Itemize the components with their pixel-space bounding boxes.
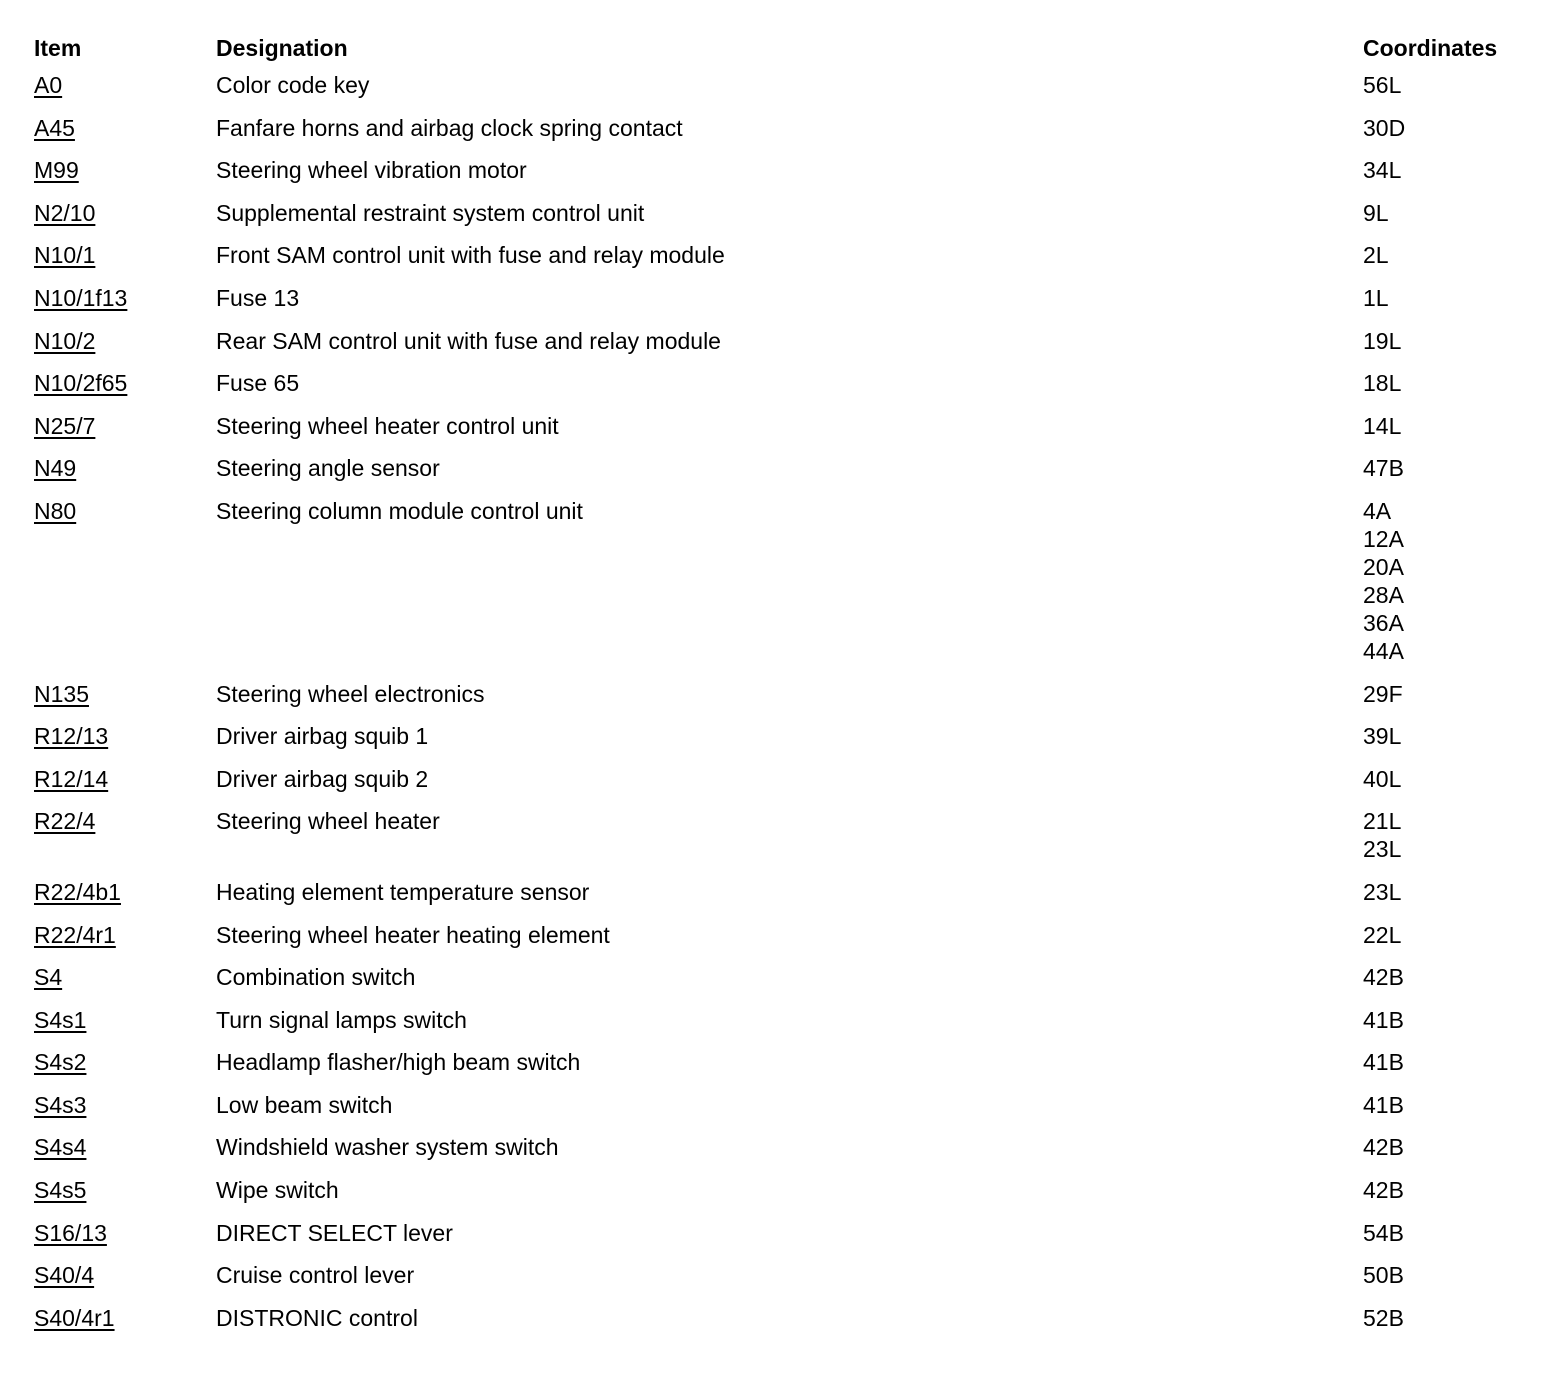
coordinates-cell [1363,963,1544,991]
item-link[interactable]: R22/4 [34,808,96,835]
designation-cell: Wipe switch [216,1177,339,1204]
coordinates-cell [1363,807,1544,863]
coordinate-value: 20A [1363,553,1404,580]
designation-cell: Heating element temperature sensor [216,878,590,905]
item-cell [34,284,216,312]
table-row [34,1006,1544,1034]
coordinate-value: 30D [1363,114,1406,141]
designation-cell: Fuse 65 [216,370,300,397]
table-row [34,497,1544,665]
coordinate-value: 23L [1363,878,1402,905]
item-cell [34,807,216,835]
table-row [34,241,1544,269]
table-row [34,963,1544,991]
coordinates-cell [1363,71,1544,99]
coordinates-cell [1363,878,1544,906]
item-cell [34,1176,216,1204]
table-row [34,454,1544,482]
coordinates-cell [1363,1091,1544,1119]
header-designation: Designation [216,35,348,61]
coordinate-value: 42B [1363,1134,1404,1161]
item-link[interactable]: S4s4 [34,1134,87,1161]
coordinates-cell [1363,497,1544,665]
coordinate-value: 21L [1363,808,1402,835]
designation-cell: Steering wheel heater heating element [216,921,610,948]
designation-cell: Color code key [216,72,370,98]
coordinates-cell [1363,199,1544,227]
table-row [34,199,1544,227]
coordinates-cell [1363,1133,1544,1161]
designation-cell: Steering wheel electronics [216,680,485,707]
designation-cell: Low beam switch [216,1091,393,1118]
table-row [34,412,1544,440]
designation-cell: Steering column module control unit [216,497,583,524]
table-body [34,71,1544,1332]
item-cell [34,1091,216,1119]
coordinate-value: 4A [1363,497,1392,524]
table-row [34,114,1544,142]
item-link[interactable]: S16/13 [34,1219,107,1246]
table-header [34,29,1544,71]
item-link[interactable]: M99 [34,157,79,184]
table-row [34,1176,1544,1204]
designation-cell: DISTRONIC control [216,1304,418,1331]
designation-cell: Steering wheel vibration motor [216,157,527,184]
coordinates-cell [1363,156,1544,184]
item-link[interactable]: N135 [34,680,89,707]
header-item: Item [34,35,82,61]
item-cell [34,1006,216,1034]
item-link[interactable]: N80 [34,497,77,524]
designation-cell: Combination switch [216,964,416,991]
table-row [34,1133,1544,1161]
coordinates-cell [1363,765,1544,793]
designation-cell: Headlamp flasher/high beam switch [216,1049,581,1076]
designation-cell: Supplemental restraint system control unit [216,199,645,226]
coordinates-cell [1363,680,1544,708]
item-link[interactable]: N10/1f13 [34,284,128,311]
item-link[interactable]: S4s2 [34,1049,87,1076]
item-link[interactable]: S40/4r1 [34,1304,115,1331]
item-cell [34,1133,216,1161]
item-cell [34,1219,216,1247]
item-link[interactable]: N10/2f65 [34,370,128,397]
table-row [34,284,1544,312]
coordinate-value: 36A [1363,609,1404,636]
coordinate-value: 18L [1363,370,1402,397]
item-link[interactable]: S4s5 [34,1177,87,1204]
coordinate-value: 41B [1363,1049,1404,1076]
designation-cell: Windshield washer system switch [216,1134,559,1161]
coordinates-cell [1363,1304,1544,1332]
item-cell [34,114,216,142]
coordinates-cell [1363,412,1544,440]
item-cell [34,878,216,906]
coordinate-value: 29F [1363,680,1403,707]
item-link[interactable]: N10/1 [34,242,96,269]
table-row [34,807,1544,863]
coordinate-value: 19L [1363,327,1402,354]
table-row [34,1048,1544,1076]
item-link[interactable]: R12/13 [34,723,109,750]
item-link[interactable]: R22/4b1 [34,878,121,905]
coordinates-cell [1363,454,1544,482]
coordinates-cell [1363,114,1544,142]
table-row [34,878,1544,906]
coordinates-cell [1363,241,1544,269]
item-link[interactable]: S4s1 [34,1006,87,1033]
item-cell [34,369,216,397]
item-link[interactable]: R22/4r1 [34,921,116,948]
item-link[interactable]: A0 [34,72,63,98]
coordinate-value: 42B [1363,964,1404,991]
coordinate-value: 44A [1363,637,1404,664]
item-cell [34,963,216,991]
item-cell [34,412,216,440]
header-coordinates: Coordinates [1363,35,1498,61]
item-link[interactable]: N25/7 [34,412,96,439]
table-row [34,722,1544,750]
item-cell [34,241,216,269]
designation-cell: Steering wheel heater control unit [216,412,559,439]
table-row [34,1219,1544,1247]
designation-cell: Fanfare horns and airbag clock spring contact [216,114,683,141]
coordinate-value: 54B [1363,1219,1404,1246]
designation-cell: Cruise control lever [216,1262,415,1289]
item-link[interactable]: N2/10 [34,199,96,226]
item-cell [34,199,216,227]
coordinates-cell [1363,369,1544,397]
item-link[interactable]: A45 [34,114,75,141]
coordinate-value: 40L [1363,765,1402,792]
coordinate-value: 56L [1363,72,1402,98]
designation-cell: Fuse 13 [216,284,300,311]
coordinate-value: 42B [1363,1177,1404,1204]
coordinate-value: 2L [1363,242,1389,269]
table-row [34,1304,1544,1332]
item-cell [34,680,216,708]
designation-cell: Steering wheel heater [216,808,440,835]
table-row [34,765,1544,793]
coordinates-cell [1363,1006,1544,1034]
item-cell [34,454,216,482]
coordinate-value: 22L [1363,921,1402,948]
item-cell [34,1304,216,1332]
designation-cell: Front SAM control unit with fuse and relay module [216,242,725,269]
coordinate-value: 1L [1363,284,1389,311]
item-cell [34,722,216,750]
coordinate-value: 23L [1363,836,1402,863]
table-row [34,680,1544,708]
designation-cell: Turn signal lamps switch [216,1006,467,1033]
coordinates-cell [1363,284,1544,312]
item-cell [34,71,216,99]
designation-cell: Driver airbag squib 2 [216,765,429,792]
item-cell [34,327,216,355]
designation-cell: Rear SAM control unit with fuse and relay module [216,327,721,354]
item-cell [34,1261,216,1289]
designation-cell: Steering angle sensor [216,455,440,482]
coordinate-value: 47B [1363,455,1404,482]
item-cell [34,1048,216,1076]
component-legend-table [34,29,1544,1346]
item-link[interactable]: N10/2 [34,327,96,354]
coordinates-cell [1363,1176,1544,1204]
table-row [34,156,1544,184]
designation-cell: Driver airbag squib 1 [216,723,429,750]
item-cell [34,497,216,525]
table-row [34,1091,1544,1119]
coordinates-cell [1363,1261,1544,1289]
item-link[interactable]: S4 [34,964,63,991]
item-link[interactable]: S4s3 [34,1091,87,1118]
item-cell [34,156,216,184]
coordinates-cell [1363,1219,1544,1247]
table-row [34,327,1544,355]
coordinate-value: 50B [1363,1262,1404,1289]
item-cell [34,921,216,949]
item-link[interactable]: R12/14 [34,765,109,792]
item-link[interactable]: S40/4 [34,1262,95,1289]
coordinate-value: 34L [1363,157,1402,184]
coordinate-value: 52B [1363,1304,1404,1331]
coordinates-cell [1363,921,1544,949]
coordinate-value: 9L [1363,199,1389,226]
coordinate-value: 41B [1363,1006,1404,1033]
coordinate-value: 39L [1363,723,1402,750]
coordinate-value: 14L [1363,412,1402,439]
item-link[interactable]: N49 [34,455,77,482]
item-cell [34,765,216,793]
coordinate-value: 28A [1363,581,1404,608]
coordinates-cell [1363,722,1544,750]
table-row [34,369,1544,397]
coordinates-cell [1363,1048,1544,1076]
coordinate-value: 12A [1363,525,1404,552]
table-row [34,921,1544,949]
table-row [34,1261,1544,1289]
coordinate-value: 41B [1363,1091,1404,1118]
table-row [34,71,1544,99]
coordinates-cell [1363,327,1544,355]
designation-cell: DIRECT SELECT lever [216,1219,453,1246]
